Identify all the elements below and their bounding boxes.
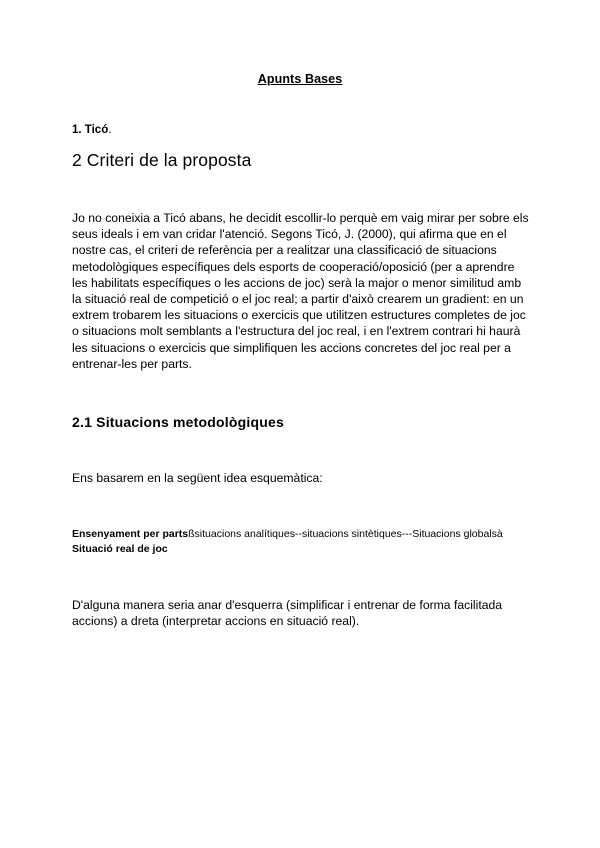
document-title: Apunts Bases bbox=[257, 72, 343, 86]
section-heading: 2 Criteri de la proposta bbox=[72, 150, 252, 170]
subsection-heading: 2.1 Situacions metodològiques bbox=[72, 414, 284, 430]
scheme-start: Ensenyament per parts bbox=[72, 528, 189, 540]
author-number: 1. Ticó bbox=[72, 124, 109, 136]
scheme-end: Situació real de joc bbox=[72, 543, 168, 555]
scheme-line bbox=[72, 527, 542, 557]
paragraph-direction: D'alguna manera seria anar d'esquerra (simplificar i entrenar de forma facilitada accions) a dreta (interpretar accions en situació real). bbox=[72, 598, 503, 629]
author-suffix: . bbox=[108, 124, 112, 136]
intro-line: Ens basarem en la següent idea esquemàtica: bbox=[72, 471, 323, 485]
scheme-middle: ßsituacions analítiques--situacions sintètiques---Situacions globalsà bbox=[188, 528, 503, 540]
author-reference bbox=[72, 124, 111, 136]
paragraph-criteria: Jo no coneixia a Ticó abans, he decidit escollir-lo perquè em vaig mirar per sobre els seus ideals i em van cridar l'atenció. Segons Ticó, J. (2000), qui afirma que en el nostre cas, el criteri de referència per a realitzar una classificació de situacions metodològiques específiques dels esports de cooperació/oposició (per a aprendre les habilitats específiques o les accions de joc) serà la major o menor similitud amb la situació real de competició o el joc real; a partir d'això crearem un gradient: en un extrem trobarem les situacions o exercicis que utilitzen estructures completes de joc o situacions molt semblants a l'estructura del joc real, i en l'extrem contrari hi haurà les situacions o exercicis que simplifiquen les accions concretes del joc real per a entrenar-les per parts. bbox=[72, 211, 529, 371]
